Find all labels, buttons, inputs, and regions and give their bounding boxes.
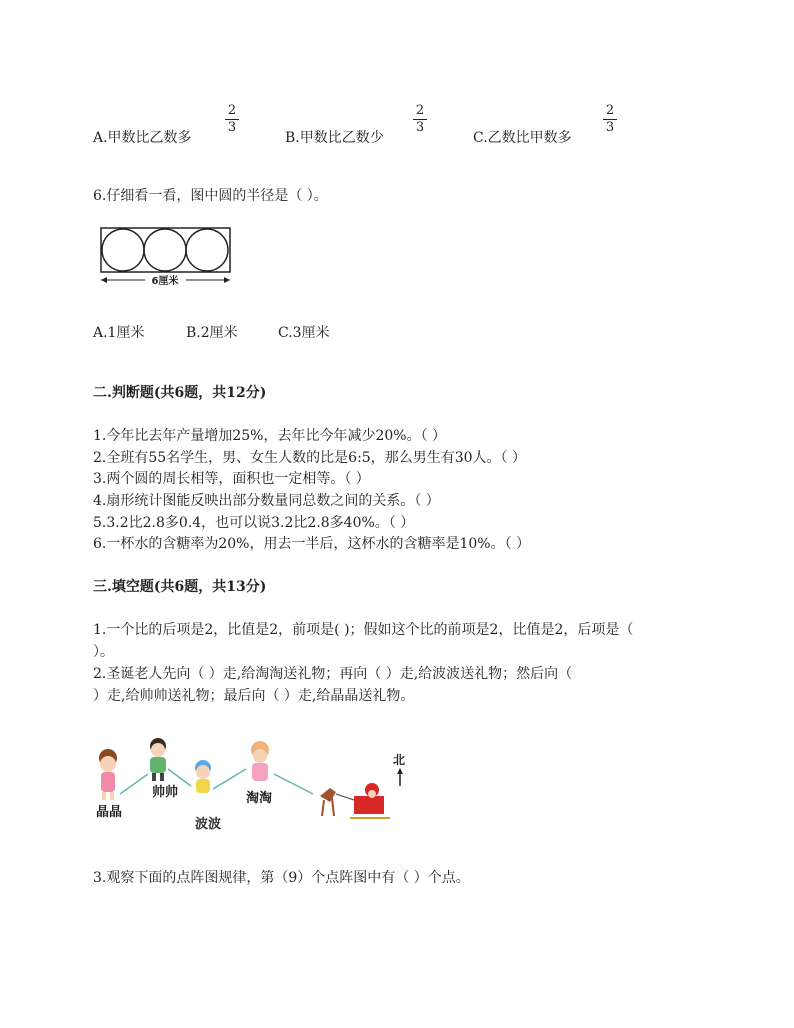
q6-option-c: C.3厘米 (278, 325, 330, 341)
section2-item-2: 2.全班有55名学生，男、女生人数的比是6:5，那么男生有30人。（ ） (93, 450, 526, 466)
section2-item-6: 6.一杯水的含糖率为20%，用去一半后，这杯水的含糖率是10%。（ ） (93, 536, 531, 552)
girl-jingjing-icon (99, 749, 117, 800)
section2-title: 二.判断题(共6题，共12分) (93, 385, 267, 401)
boy-bobo-icon (195, 760, 211, 793)
q5-option-a-fraction (225, 104, 239, 135)
fraction-denominator: 3 (605, 120, 615, 135)
fraction-numerator: 2 (605, 103, 615, 118)
q6-option-b: B.2厘米 (186, 325, 238, 341)
q5-option-b-fraction (413, 104, 427, 135)
route-line (213, 769, 246, 789)
circle-1 (102, 229, 144, 271)
label-north: 北 (393, 753, 406, 767)
section2-item-4: 4.扇形统计图能反映出部分数量同总数之间的关系。（ ） (93, 493, 440, 509)
q5-option-b: B.甲数比乙数少 (285, 130, 384, 146)
three-circles-figure (98, 224, 234, 292)
section3-q1-line2: ）。 (93, 644, 114, 660)
section2-item-1: 1.今年比去年产量增加25%，去年比今年减少20%。（ ） (93, 428, 447, 444)
circle-2 (144, 229, 186, 271)
santa-route-map (88, 734, 413, 834)
route-line (274, 774, 313, 794)
fraction-denominator: 3 (415, 120, 425, 135)
q5-option-a: A.甲数比乙数多 (93, 130, 192, 146)
q5-option-c: C.乙数比甲数多 (473, 130, 572, 146)
label-shuaishuai: 帅帅 (152, 785, 179, 800)
santa-sleigh-icon (320, 783, 390, 818)
arrow-right-icon (224, 277, 230, 283)
fraction-numerator: 2 (415, 103, 425, 118)
circle-3 (186, 229, 228, 271)
q5-option-c-fraction (603, 104, 617, 135)
girl-taotao-icon (251, 741, 269, 781)
label-jingjing: 晶晶 (96, 805, 123, 820)
section2-item-3: 3.两个圆的周长相等，面积也一定相等。（ ） (93, 471, 370, 487)
section3-q2-line2: ）走,给帅帅送礼物；最后向（ ）走,给晶晶送礼物。 (93, 688, 415, 704)
section3-q2-line1: 2.圣诞老人先向（ ）走,给淘淘送礼物；再向（ ）走,给波波送礼物；然后向（ (93, 666, 573, 682)
section2-item-5: 5.3.2比2.8多0.4，也可以说3.2比2.8多40%。（ ） (93, 515, 415, 531)
arrow-left-icon (101, 277, 107, 283)
q6-option-a: A.1厘米 (93, 325, 145, 341)
fraction-denominator: 3 (227, 120, 237, 135)
label-taotao: 淘淘 (246, 791, 273, 806)
section3-title: 三.填空题(共6题，共13分) (93, 579, 267, 595)
section3-q3: 3.观察下面的点阵图规律，第（9）个点阵图中有（ ）个点。 (93, 870, 470, 886)
route-line (168, 769, 191, 786)
figure-width-label: 6厘米 (151, 276, 179, 287)
north-arrow-icon (397, 768, 403, 786)
boy-shuaishuai-icon (150, 738, 166, 781)
route-line (120, 774, 148, 794)
label-bobo: 波波 (195, 817, 222, 832)
q6-question: 6.仔细看一看，图中圆的半径是（ ）。 (93, 188, 328, 204)
fraction-numerator: 2 (227, 103, 237, 118)
section3-q1-line1: 1.一个比的后项是2，比值是2，前项是( )；假如这个比的前项是2，比值是2，后项是（ (93, 622, 634, 638)
rectangle-outline (101, 228, 230, 272)
